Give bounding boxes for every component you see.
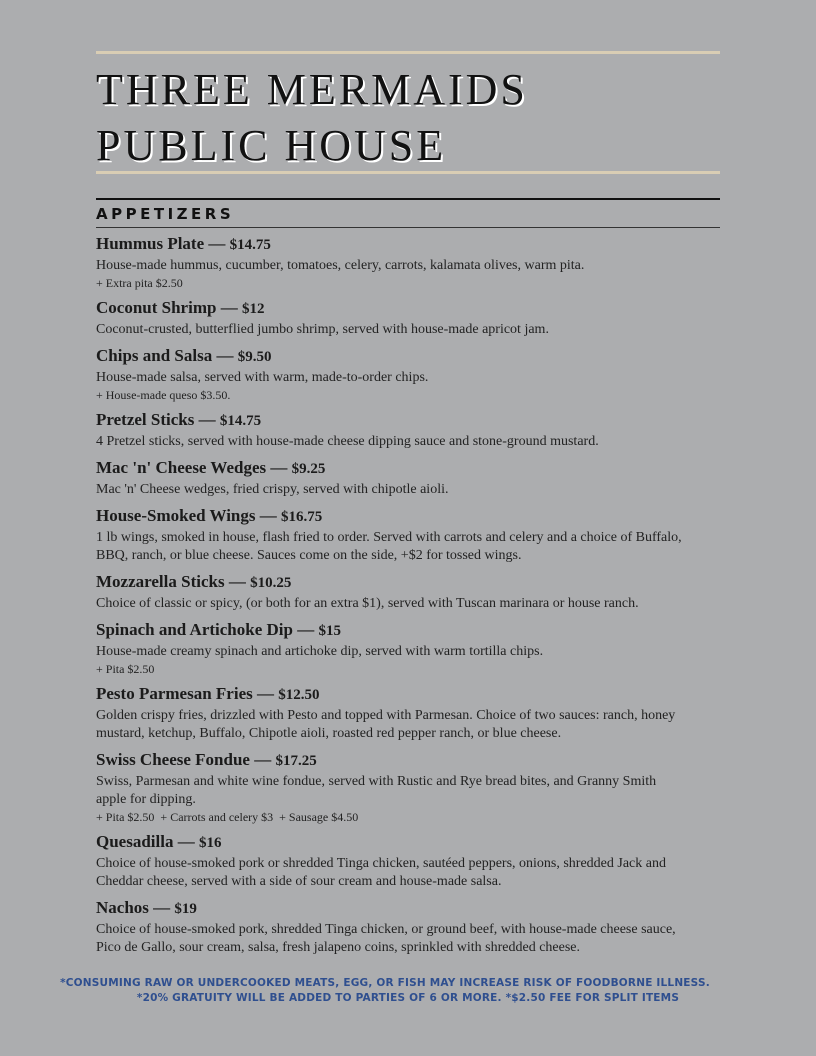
menu-item-description: Choice of house-smoked pork or shredded Tinga chicken, sautéed peppers, onions, shredded Jack and Cheddar cheese, served with a side of sour cream and house-made salsa.	[96, 856, 666, 889]
menu-item-list	[96, 233, 686, 963]
menu-item-separator: —	[255, 506, 281, 525]
footer-line-1: *CONSUMING RAW OR UNDERCOOKED MEATS, EGG, OR FISH MAY INCREASE RISK OF FOODBORNE ILLNESS.	[60, 977, 710, 989]
menu-item	[96, 457, 686, 499]
menu-item-price: $9.50	[237, 349, 272, 365]
menu-item-name: House-Smoked Wings	[96, 506, 256, 525]
menu-item	[96, 571, 686, 613]
menu-item-description: 4 Pretzel sticks, served with house-made cheese dipping sauce and stone-ground mustard.	[96, 434, 599, 449]
menu-item-price: $16	[198, 835, 222, 851]
menu-item	[96, 297, 686, 339]
menu-item-header	[96, 297, 686, 320]
menu-item-name: Spinach and Artichoke Dip	[96, 620, 293, 639]
menu-item-description: 1 lb wings, smoked in house, flash fried to order. Served with carrots and celery and a choice of Buffalo, BBQ, ranch, or blue cheese. Sauces come on the side, +$2 for tossed wings.	[96, 530, 682, 563]
footer-line-2: *20% GRATUITY WILL BE ADDED TO PARTIES OF 6 OR MORE. *$2.50 FEE FOR SPLIT ITEMS	[136, 992, 680, 1004]
menu-item-separator: —	[148, 898, 175, 917]
menu-item-description: House-made salsa, served with warm, made-to-order chips.	[96, 370, 429, 385]
menu-item-name: Mac 'n' Cheese Wedges	[96, 458, 267, 477]
menu-item-header	[96, 683, 686, 706]
menu-item-price: $12	[241, 301, 265, 317]
menu-item-price: $14.75	[229, 237, 271, 253]
footer-notice	[0, 976, 816, 1006]
menu-item	[96, 233, 686, 291]
menu-item-name: Coconut Shrimp	[96, 298, 217, 317]
menu-item-name: Pretzel Sticks	[96, 410, 195, 429]
menu-item-addons: + House-made queso $3.50.	[96, 388, 231, 402]
menu-item-name: Chips and Salsa	[96, 346, 213, 365]
menu-item-header	[96, 345, 686, 368]
menu-item-price: $19	[174, 901, 197, 917]
menu-item-price: $17.25	[275, 753, 317, 769]
menu-item-description: House-made creamy spinach and artichoke dip, served with warm tortilla chips.	[96, 644, 544, 659]
menu-item-name: Hummus Plate	[96, 234, 205, 253]
menu-item-separator: —	[266, 458, 292, 477]
menu-item-separator: —	[249, 750, 276, 769]
menu-item-header	[96, 457, 686, 480]
menu-item	[96, 897, 686, 957]
menu-item-price: $15	[318, 623, 341, 639]
menu-item-separator: —	[252, 684, 279, 703]
menu-item-description: Golden crispy fries, drizzled with Pesto and topped with Parmesan. Choice of two sauces: ranch, honey mustard, ketchup, Buffalo, Chipotle aioli, roasted red pepper ranch, or blue cheese.	[96, 708, 676, 741]
menu-item-separator: —	[292, 620, 319, 639]
menu-item-price: $16.75	[281, 509, 323, 525]
menu-item-header	[96, 505, 686, 528]
menu-item-name: Swiss Cheese Fondue	[96, 750, 250, 769]
menu-item	[96, 831, 686, 891]
menu-item-header	[96, 749, 686, 772]
menu-item	[96, 749, 686, 825]
menu-item-description: Choice of classic or spicy, (or both for an extra $1), served with Tuscan marinara or house ranch.	[96, 596, 639, 611]
menu-item-description: Mac 'n' Cheese wedges, fried crispy, served with chipotle aioli.	[96, 482, 449, 497]
menu-item-separator: —	[224, 572, 251, 591]
menu-item-name: Quesadilla	[96, 832, 174, 851]
menu-item-price: $14.75	[219, 413, 262, 429]
menu-item-header	[96, 409, 686, 432]
menu-item-addons: + Extra pita $2.50	[96, 276, 183, 290]
menu-item-separator: —	[204, 234, 230, 253]
menu-item	[96, 683, 686, 743]
header-bottom-rule	[96, 171, 720, 174]
menu-item	[96, 505, 686, 565]
menu-item-separator: —	[194, 410, 220, 429]
menu-item	[96, 619, 686, 677]
menu-item-name: Mozzarella Sticks	[96, 572, 225, 591]
menu-item	[96, 409, 686, 451]
title-line-2: PUBLIC HOUSE	[96, 121, 447, 170]
restaurant-title	[96, 62, 720, 174]
menu-item-description: Choice of house-smoked pork, shredded Tinga chicken, or ground beef, with house-made cheese sauce, Pico de Gallo, sour cream, salsa, fresh jalapeno coins, sprinkled with shredded cheese.	[96, 922, 676, 955]
section-bottom-rule	[96, 227, 720, 228]
menu-item-price: $12.50	[278, 687, 320, 703]
menu-item-description: Swiss, Parmesan and white wine fondue, served with Rustic and Rye bread bites, and Granny Smith apple for dipping.	[96, 774, 657, 807]
menu-item-separator: —	[216, 298, 242, 317]
menu-item-header	[96, 619, 686, 642]
header-top-rule	[96, 51, 720, 54]
menu-item-name: Nachos	[96, 898, 149, 917]
menu-item-header	[96, 897, 686, 920]
title-line-1: THREE MERMAIDS	[96, 65, 528, 114]
menu-item-separator: —	[212, 346, 238, 365]
menu-item-description: House-made hummus, cucumber, tomatoes, celery, carrots, kalamata olives, warm pita.	[96, 258, 585, 273]
menu-item-header	[96, 571, 686, 594]
menu-item-price: $9.25	[291, 461, 326, 477]
menu-item-separator: —	[173, 832, 199, 851]
menu-item-header	[96, 831, 686, 854]
menu-item-addons: + Pita $2.50	[96, 662, 155, 676]
menu-item	[96, 345, 686, 403]
menu-item-price: $10.25	[250, 575, 292, 591]
menu-item-name: Pesto Parmesan Fries	[96, 684, 253, 703]
menu-item-addons: + Pita $2.50 + Carrots and celery $3 + Sausage $4.50	[96, 810, 359, 824]
section-title: APPETIZERS	[96, 205, 235, 223]
menu-item-header	[96, 233, 686, 256]
menu-item-description: Coconut-crusted, butterflied jumbo shrimp, served with house-made apricot jam.	[96, 322, 549, 337]
section-top-rule	[96, 198, 720, 200]
